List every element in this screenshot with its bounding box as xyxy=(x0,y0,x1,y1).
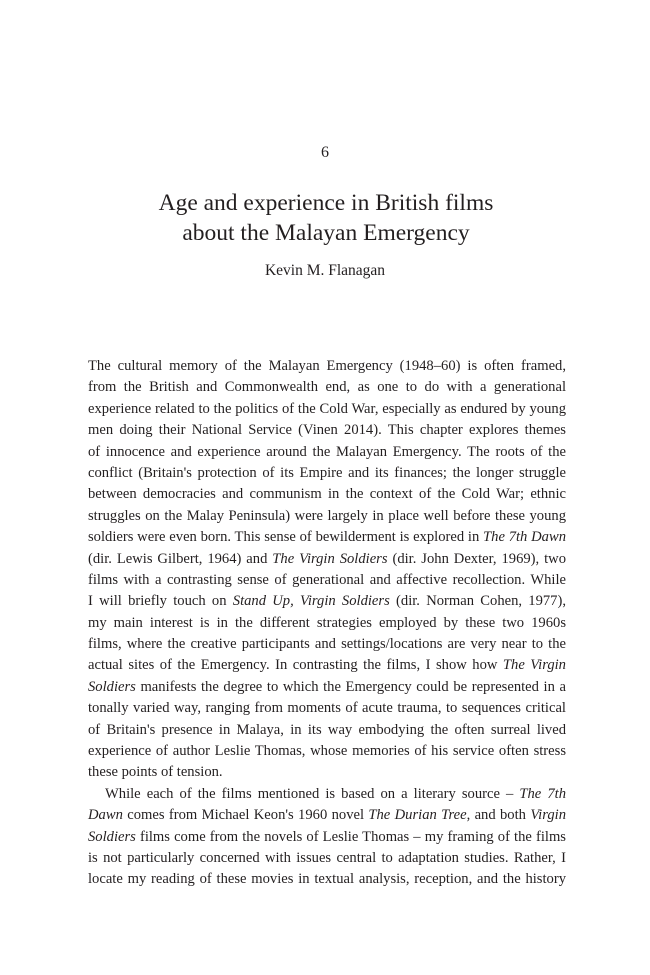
film-title: The 7th Dawn xyxy=(483,529,566,546)
text-line: Soldiers manifests the degree to which the Emergency could be represented in a xyxy=(88,678,566,695)
text-line: The cultural memory of the Malayan Emergency (1948–60) is often framed, xyxy=(88,358,566,374)
text-line: men doing their National Service (Vinen 2014). This chapter explores themes xyxy=(88,422,566,439)
text-line: films, where the creative participants and settings/locations are very near to the xyxy=(88,636,566,653)
film-title: Stand Up, Virgin Soldiers xyxy=(232,593,390,610)
text-line: Soldiers films come from the novels of Leslie Thomas – my framing of the films xyxy=(88,828,566,845)
film-title: The Virgin xyxy=(502,657,566,674)
chapter-title-line: about the Malayan Emergency xyxy=(182,220,470,246)
text-line: locate my reading of these movies in textual analysis, reception, and the history xyxy=(88,871,566,888)
text-line: of innocence and experience around the Malayan Emergency. The roots of the xyxy=(88,443,566,460)
chapter-title xyxy=(100,188,552,248)
text-line: conflict (Britain's protection of its Empire and its finances; the longer struggle xyxy=(88,464,566,481)
film-title: The 7th xyxy=(519,785,566,802)
text-line: actual sites of the Emergency. In contrasting the films, I show how The Virgin xyxy=(88,657,566,674)
film-title: The Virgin Soldiers xyxy=(272,550,388,567)
text-line: experience of author Leslie Thomas, whose memories of his service often stress xyxy=(88,743,566,760)
film-title: Soldiers xyxy=(88,678,136,695)
text-line: experience related to the politics of the Cold War, especially as endured by young xyxy=(88,400,566,417)
text-line: my main interest is in the different strategies employed by these two 1960s xyxy=(88,614,566,631)
text-line: (dir. Lewis Gilbert, 1964) and The Virgin Soldiers (dir. John Dexter, 1969), two xyxy=(88,550,566,567)
body-text xyxy=(88,356,566,891)
text-line: soldiers were even born. This sense of bewilderment is explored in The 7th Dawn xyxy=(88,529,566,546)
film-title: Dawn xyxy=(88,807,123,824)
film-title: Soldiers xyxy=(88,828,136,845)
text-line: is not particularly concerned with issues central to adaptation studies. Rather, I xyxy=(88,849,566,866)
text-line: Dawn comes from Michael Keon's 1960 novel The Durian Tree, and both Virgin xyxy=(88,807,566,824)
text-line: of Britain's presence in Malaya, in its way embodying the often surreal lived xyxy=(88,721,566,738)
text-line: While each of the films mentioned is based on a literary source – The 7th xyxy=(105,785,566,802)
book-title: The Durian Tree xyxy=(368,807,467,824)
text-line: these points of tension. xyxy=(88,764,223,781)
text-line: struggles on the Malay Peninsula) were largely in place well before these young xyxy=(88,507,566,524)
chapter-author: Kevin M. Flanagan xyxy=(264,262,386,279)
film-title: Virgin xyxy=(530,807,566,824)
text-line: from the British and Commonwealth end, as one to do with a generational xyxy=(88,379,566,396)
chapter-title-line: Age and experience in British films xyxy=(158,190,494,216)
text-line: I will briefly touch on Stand Up, Virgin Soldiers (dir. Norman Cohen, 1977), xyxy=(88,593,566,610)
text-line: tonally varied way, ranging from moments of acute trauma, to sequences critical xyxy=(88,700,566,717)
text-line: films with a contrasting sense of generational and affective recollection. While xyxy=(88,571,566,588)
chapter-number: 6 xyxy=(321,144,329,161)
text-line: between democracies and communism in the context of the Cold War; ethnic xyxy=(88,486,566,503)
